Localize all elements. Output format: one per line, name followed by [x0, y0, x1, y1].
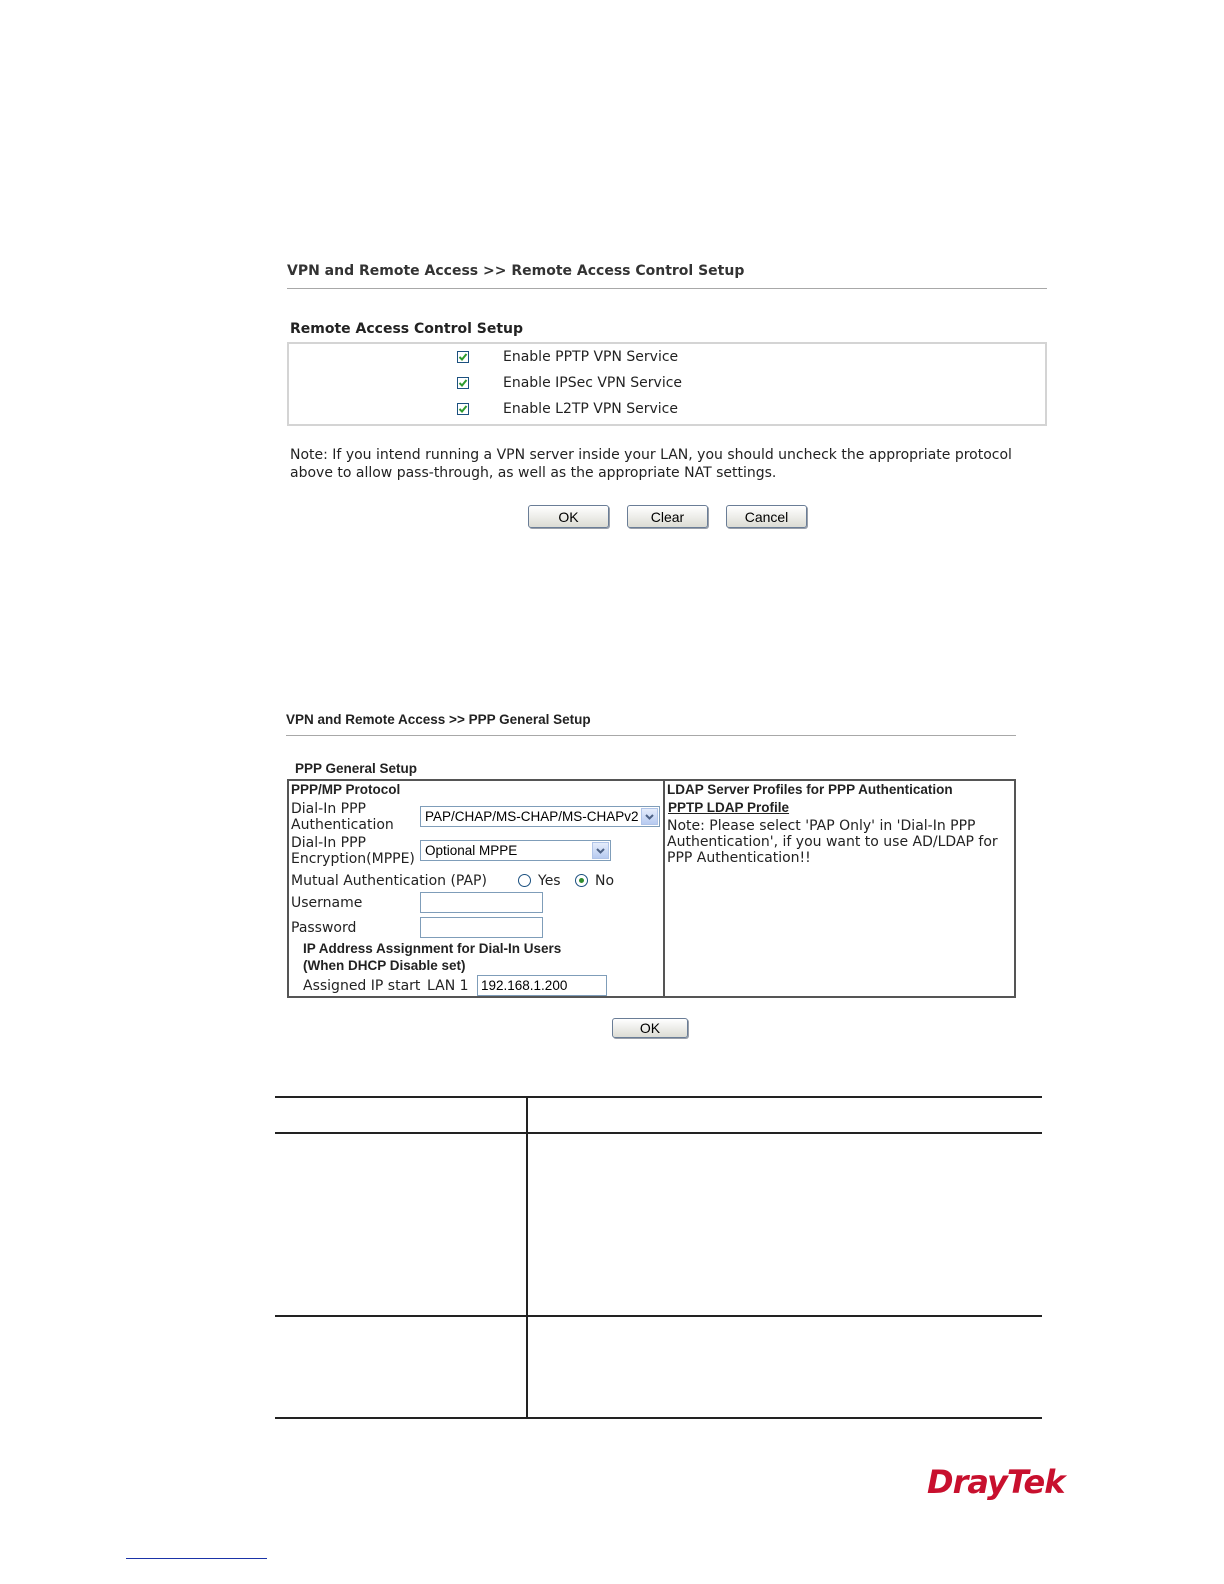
table-column-divider	[526, 1096, 528, 1419]
auth-select-value: PAP/CHAP/MS-CHAP/MS-CHAPv2	[425, 809, 639, 824]
l2tp-checkbox[interactable]	[457, 403, 469, 415]
auth-select[interactable]	[420, 806, 660, 827]
rac-note-line2: above to allow pass-through, as well as the appropriate NAT settings.	[290, 465, 777, 481]
mutual-yes-label: Yes	[538, 873, 561, 889]
protocol-header: PPP/MP Protocol	[291, 782, 401, 797]
rac-note-line1: Note: If you intend running a VPN server inside your LAN, you should uncheck the appropriate protocol	[290, 447, 1012, 463]
assigned-ip-label: Assigned IP start	[303, 978, 421, 994]
enc-select[interactable]	[420, 840, 611, 861]
username-label: Username	[291, 895, 363, 911]
enc-select-value: Optional MPPE	[425, 843, 518, 858]
enc-label-line1: Dial-In PPP	[291, 835, 366, 851]
ppp-column-divider	[663, 779, 665, 998]
username-input[interactable]	[420, 892, 543, 913]
logo-part2: Tek	[1006, 1463, 1065, 1501]
draytek-logo	[927, 1463, 1065, 1501]
ipsec-checkbox[interactable]	[457, 377, 469, 389]
auth-label-line1: Dial-In PPP	[291, 801, 366, 817]
ppp-section-title: PPP General Setup	[295, 761, 418, 776]
rac-breadcrumb: VPN and Remote Access >> Remote Access Control Setup	[287, 263, 745, 279]
ip-assignment-header-line2: (When DHCP Disable set)	[303, 958, 466, 973]
table-top-border	[275, 1096, 1042, 1098]
auth-label-line2: Authentication	[291, 817, 394, 833]
ppp-breadcrumb: VPN and Remote Access >> PPP General Setup	[286, 712, 591, 727]
password-label: Password	[291, 920, 357, 936]
check-icon	[458, 378, 468, 388]
ldap-note-line2: Authentication', if you want to use AD/LDAP for	[667, 834, 998, 850]
footer-link-underline	[126, 1558, 267, 1559]
enc-label-line2: Encryption(MPPE)	[291, 851, 415, 867]
ldap-header: LDAP Server Profiles for PPP Authentication	[667, 782, 953, 797]
check-icon	[458, 404, 468, 414]
mutual-yes-radio[interactable]	[518, 874, 531, 887]
lan-label: LAN 1	[427, 978, 469, 994]
rac-clear-button[interactable]: Clear	[627, 505, 708, 528]
logo-part1: Dray	[927, 1463, 1007, 1501]
pptp-checkbox[interactable]	[457, 351, 469, 363]
pptp-label: Enable PPTP VPN Service	[503, 349, 679, 365]
chevron-down-icon	[592, 842, 609, 859]
rac-section-title: Remote Access Control Setup	[290, 321, 524, 337]
ppp-divider	[286, 735, 1016, 736]
mutual-no-radio[interactable]	[575, 874, 588, 887]
assigned-ip-input[interactable]: 192.168.1.200	[477, 975, 607, 996]
chevron-down-icon	[641, 808, 658, 825]
check-icon	[458, 352, 468, 362]
ipsec-label: Enable IPSec VPN Service	[503, 375, 683, 391]
ip-assignment-header-line1: IP Address Assignment for Dial-In Users	[303, 941, 562, 956]
mutual-no-label: No	[595, 873, 615, 889]
rac-cancel-button[interactable]: Cancel	[726, 505, 807, 528]
table-bottom-border	[275, 1417, 1042, 1419]
password-input[interactable]	[420, 917, 543, 938]
ldap-note-line3: PPP Authentication!!	[667, 850, 811, 866]
ppp-ok-button[interactable]: OK	[612, 1018, 688, 1038]
rac-ok-button[interactable]: OK	[528, 505, 609, 528]
l2tp-label: Enable L2TP VPN Service	[503, 401, 678, 417]
table-header-border	[275, 1132, 1042, 1134]
rac-divider	[287, 288, 1047, 289]
pptp-ldap-profile-link[interactable]: PPTP LDAP Profile	[668, 800, 790, 815]
ldap-note-line1: Note: Please select 'PAP Only' in 'Dial-In PPP	[667, 818, 976, 834]
table-row-border	[275, 1315, 1042, 1317]
mutual-label: Mutual Authentication (PAP)	[291, 873, 487, 889]
